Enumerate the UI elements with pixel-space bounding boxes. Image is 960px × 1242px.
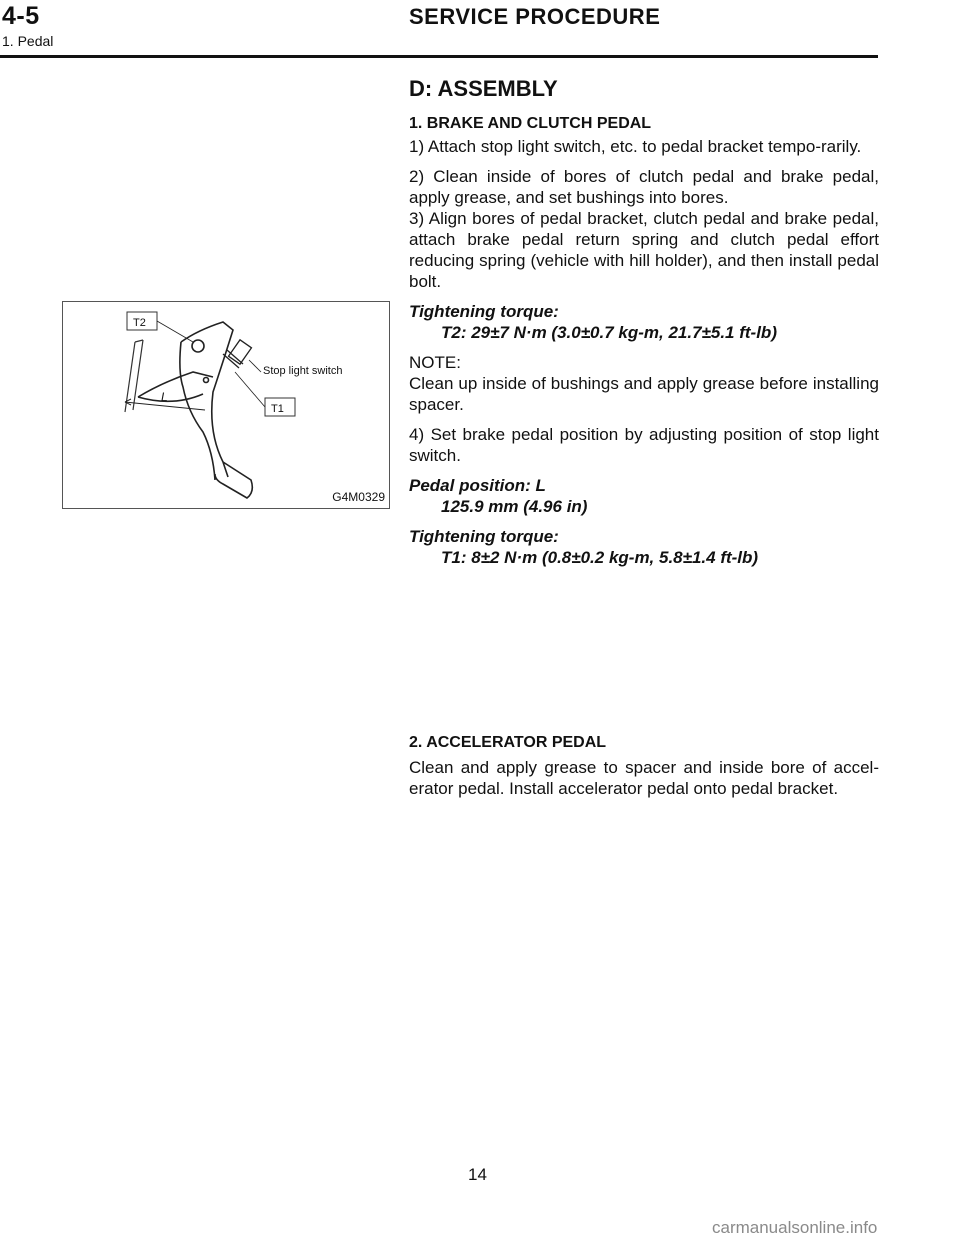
pedal-position-value: 125.9 mm (4.96 in) xyxy=(441,497,588,516)
torque-label-2: Tightening torque: xyxy=(409,527,559,546)
section-number: 4-5 xyxy=(2,2,40,30)
accelerator-text: Clean and apply grease to spacer and inside bore of accel-erator pedal. Install accelerator pedal onto pedal bracket. xyxy=(409,758,879,798)
leader-lines xyxy=(157,321,265,407)
figure-id: G4M0329 xyxy=(332,490,385,504)
step-2: 2) Clean inside of bores of clutch pedal and brake pedal, apply grease, and set bushings into bores. xyxy=(409,167,879,207)
torque-label-1: Tightening torque: xyxy=(409,302,559,321)
procedure-column xyxy=(409,136,879,568)
page-title: SERVICE PROCEDURE xyxy=(409,4,661,29)
stop-switch-shape xyxy=(223,340,251,368)
step-3: 3) Align bores of pedal bracket, clutch pedal and brake pedal, attach brake pedal return spring and clutch pedal effort reducing spring (vehicle with hill holder), and then install pedal bolt. xyxy=(409,209,879,291)
label-stop-switch: Stop light switch xyxy=(263,365,343,377)
step-4: 4) Set brake pedal position by adjusting position of stop light switch. xyxy=(409,425,879,465)
note-text: Clean up inside of bushings and apply grease before installing spacer. xyxy=(409,374,879,414)
section-subtitle: 1. Pedal xyxy=(2,33,54,49)
note-label: NOTE: xyxy=(409,353,461,372)
torque-value-t2: T2: 29±7 N·m (3.0±0.7 kg-m, 21.7±5.1 ft-lb) xyxy=(441,323,777,342)
pedal-illustration xyxy=(63,302,389,508)
pedal-figure xyxy=(62,301,390,509)
assembly-heading: D: ASSEMBLY xyxy=(409,76,558,101)
watermark: carmanualsonline.info xyxy=(712,1218,878,1237)
step-1: 1) Attach stop light switch, etc. to pedal bracket tempo-rarily. xyxy=(409,137,862,156)
torque-value-t1: T1: 8±2 N·m (0.8±0.2 kg-m, 5.8±1.4 ft-lb) xyxy=(441,548,759,567)
brake-clutch-heading: 1. BRAKE AND CLUTCH PEDAL xyxy=(409,115,652,132)
label-t1: T1 xyxy=(271,403,284,415)
accelerator-text-block xyxy=(409,757,879,799)
pedal-position-label: Pedal position: L xyxy=(409,476,546,495)
accelerator-heading: 2. ACCELERATOR PEDAL xyxy=(409,734,607,751)
page-number: 14 xyxy=(468,1165,487,1184)
label-l: L xyxy=(161,390,168,404)
label-t2: T2 xyxy=(133,317,146,329)
header-rule xyxy=(0,55,878,58)
